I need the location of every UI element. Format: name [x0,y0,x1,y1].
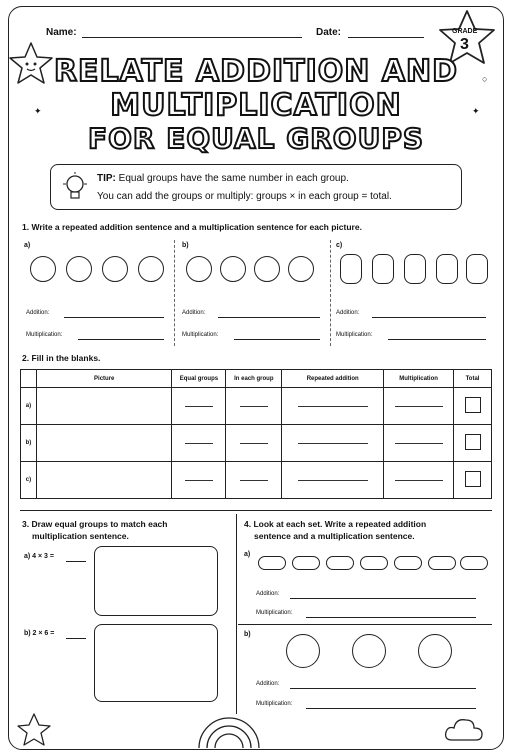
in-each-group-blank[interactable] [240,406,268,407]
basket-picture [36,388,172,425]
divider [238,624,492,625]
name-label: Name: [46,27,77,38]
repeated-addition-blank[interactable] [298,406,368,407]
row-label: c) [21,462,37,499]
multiplication-answer-1b[interactable] [234,339,320,340]
multiplication-label: Multiplication: [256,610,293,616]
date-label: Date: [316,27,342,38]
apple-group [138,256,164,282]
row-label: a) [21,388,37,425]
col-repeated-addition: Repeated addition [282,370,384,388]
draw-box-3a[interactable] [94,546,218,616]
divider [174,240,175,346]
equal-groups-blank[interactable] [185,480,213,481]
answer-3a[interactable] [66,561,86,562]
egg-carton [326,556,354,570]
answer-3b[interactable] [66,638,86,639]
sparkle-icon: ✦ [34,106,42,116]
in-each-group-blank[interactable] [240,443,268,444]
apple-group [102,256,128,282]
date-field[interactable] [348,37,424,38]
multiplication-label: Multiplication: [26,332,63,338]
addition-answer-4a[interactable] [290,598,476,599]
tip-label: TIP: [97,173,116,184]
addition-answer-1b[interactable] [218,317,320,318]
part-1a-label: a) [24,242,31,249]
candy-jar [286,634,320,668]
repeated-addition-blank[interactable] [298,443,368,444]
addition-label: Addition: [256,681,280,687]
egg-carton [394,556,422,570]
multiplication-answer-4a[interactable] [306,617,476,618]
part-4b-label: b) [244,631,251,638]
fishbowl-group [186,256,212,282]
total-box[interactable] [465,434,481,450]
flower-pot [466,254,488,284]
row-label: b) [21,425,37,462]
addition-label: Addition: [26,310,50,316]
section-2-heading: 2. Fill in the blanks. [22,353,101,363]
col-total: Total [454,370,492,388]
multiplication-blank[interactable] [395,406,443,407]
title-line-3: FOR EQUAL GROUPS [87,122,425,155]
part-1b-label: b) [182,242,189,249]
fishbowl-group [254,256,280,282]
divider [20,510,492,511]
col-picture: Picture [36,370,172,388]
col-multiplication: Multiplication [384,370,454,388]
flower-pot [436,254,458,284]
part-1c-label: c) [336,242,343,249]
multiplication-blank[interactable] [395,443,443,444]
table-row [21,425,492,462]
fill-blanks-table [20,369,492,499]
flower-pot [340,254,362,284]
section-3-heading-2: multiplication sentence. [32,531,129,541]
fishbowl-group [288,256,314,282]
table-row [21,388,492,425]
egg-carton [428,556,456,570]
flower-pot [372,254,394,284]
lightbulb-icon [61,171,89,205]
candy-jar [352,634,386,668]
tip-box [50,164,462,210]
sparkle-icon: ○ [482,74,488,84]
egg-carton [360,556,388,570]
section-1-heading: 1. Write a repeated addition sentence and a multiplication sentence for each picture. [22,222,362,232]
sparkle-icon: ✦ [472,106,480,116]
divider [236,514,237,714]
divider [330,240,331,346]
section-4-heading-1: 4. Look at each set. Write a repeated addition [244,519,427,529]
section-4-heading-2: sentence and a multiplication sentence. [254,531,415,541]
in-each-group-blank[interactable] [240,480,268,481]
egg-carton [460,556,488,570]
title-line-1: RELATE ADDITION AND [53,54,459,89]
item-3a-label: a) 4 × 3 = [24,553,54,560]
title-line-2: MULTIPLICATION [110,88,402,123]
egg-carton [292,556,320,570]
cup-picture [36,462,172,499]
repeated-addition-blank[interactable] [298,480,368,481]
multiplication-label: Multiplication: [182,332,219,338]
col-equal-groups: Equal groups [172,370,226,388]
star-icon [16,712,52,748]
grade-label: GRADE [452,28,478,35]
tip-text-1: Equal groups have the same number in each group. [118,173,349,184]
grade-value: 3 [460,36,469,53]
rainbow-icon [194,712,264,748]
flower-pot [404,254,426,284]
table-row [21,462,492,499]
col-in-each-group: In each group [226,370,282,388]
equal-groups-blank[interactable] [185,443,213,444]
multiplication-label: Multiplication: [256,701,293,707]
multiplication-blank[interactable] [395,480,443,481]
addition-label: Addition: [256,591,280,597]
total-box[interactable] [465,471,481,487]
draw-box-3b[interactable] [94,624,218,702]
multiplication-label: Multiplication: [336,332,373,338]
section-3-heading-1: 3. Draw equal groups to match each [22,519,168,529]
tip-text-2: You can add the groups or multiply: groups × in each group = total. [97,191,392,202]
addition-answer-4b[interactable] [290,688,476,689]
cookie-picture [36,425,172,462]
apple-group [66,256,92,282]
equal-groups-blank[interactable] [185,406,213,407]
apple-group [30,256,56,282]
fishbowl-group [220,256,246,282]
cloud-icon [444,716,484,742]
addition-answer-1a[interactable] [64,317,164,318]
part-4a-label: a) [244,551,251,558]
multiplication-answer-1a[interactable] [78,339,164,340]
multiplication-answer-1c[interactable] [388,339,486,340]
addition-answer-1c[interactable] [372,317,486,318]
multiplication-answer-4b[interactable] [306,708,476,709]
total-box[interactable] [465,397,481,413]
egg-carton [258,556,286,570]
addition-label: Addition: [182,310,206,316]
name-field[interactable] [82,37,302,38]
addition-label: Addition: [336,310,360,316]
item-3b-label: b) 2 × 6 = [24,630,55,637]
candy-jar [418,634,452,668]
